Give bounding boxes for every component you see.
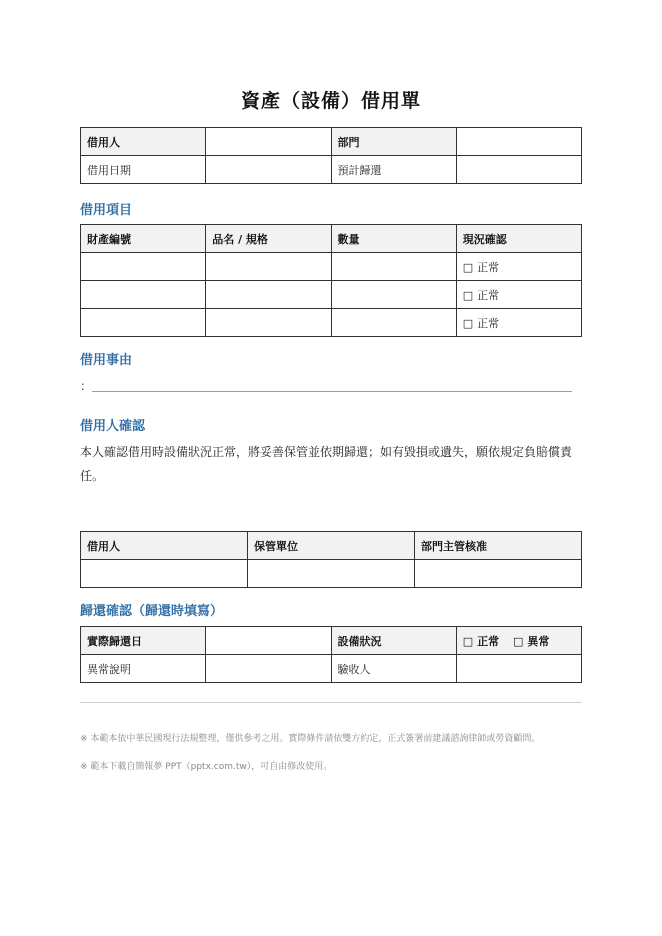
asset-number-cell[interactable] bbox=[81, 281, 206, 309]
borrow-date-field[interactable] bbox=[206, 156, 331, 184]
status-normal-checkbox[interactable]: □ 正常 bbox=[463, 261, 499, 274]
borrow-date-label: 借用日期 bbox=[81, 156, 206, 184]
signature-header-borrower: 借用人 bbox=[81, 532, 248, 560]
status-normal-checkbox[interactable]: □ 正常 bbox=[463, 289, 499, 302]
department-label: 部門 bbox=[331, 128, 456, 156]
asset-number-cell[interactable] bbox=[81, 253, 206, 281]
actual-return-field[interactable] bbox=[206, 627, 331, 655]
table-row bbox=[81, 560, 582, 588]
table-row bbox=[81, 128, 582, 156]
borrower-label: 借用人 bbox=[81, 128, 206, 156]
equipment-status-label: 設備狀況 bbox=[331, 627, 456, 655]
abnormal-note-label: 異常說明 bbox=[81, 655, 206, 683]
reason-section-heading: 借用事由 bbox=[80, 353, 133, 368]
status-normal-checkbox[interactable]: □ 正常 bbox=[463, 317, 499, 330]
header-quantity: 數量 bbox=[331, 225, 456, 253]
signature-custodian-field[interactable] bbox=[248, 560, 415, 588]
abnormal-note-field[interactable] bbox=[206, 655, 331, 683]
footnote-disclaimer: ※ 本範本依中華民國現行法規整理，僅供參考之用。實際條件請依雙方約定，正式簽署前建議諮詢律師或勞資顧問。 bbox=[80, 734, 541, 744]
receiver-label: 驗收人 bbox=[331, 655, 456, 683]
footnote-source: ※ 範本下載自簡報夢 PPT（pptx.com.tw），可自由修改使用。 bbox=[80, 762, 333, 772]
return-table bbox=[80, 626, 582, 683]
confirm-section-heading: 借用人確認 bbox=[80, 419, 146, 434]
table-header-row bbox=[81, 532, 582, 560]
item-spec-cell[interactable] bbox=[206, 281, 331, 309]
signature-header-manager: 部門主管核准 bbox=[415, 532, 582, 560]
return-section-heading: 歸還確認（歸還時填寫） bbox=[80, 604, 224, 619]
table-row bbox=[81, 655, 582, 683]
table-row bbox=[81, 627, 582, 655]
signature-borrower-field[interactable] bbox=[81, 560, 248, 588]
table-row bbox=[81, 281, 582, 309]
items-section-heading: 借用項目 bbox=[80, 203, 133, 218]
status-check-cell[interactable] bbox=[456, 253, 581, 281]
page-title: 資產（設備）借用單 bbox=[240, 90, 421, 112]
table-header-row bbox=[81, 225, 582, 253]
header-item-spec: 品名 / 規格 bbox=[206, 225, 331, 253]
status-abnormal-checkbox[interactable]: □ 異常 bbox=[513, 635, 549, 648]
table-row bbox=[81, 309, 582, 337]
expected-return-field[interactable] bbox=[456, 156, 581, 184]
expected-return-label: 預計歸還 bbox=[331, 156, 456, 184]
status-check-cell[interactable] bbox=[456, 309, 581, 337]
signature-manager-field[interactable] bbox=[415, 560, 582, 588]
divider bbox=[80, 702, 582, 703]
item-spec-cell[interactable] bbox=[206, 253, 331, 281]
department-field[interactable] bbox=[456, 128, 581, 156]
actual-return-label: 實際歸還日 bbox=[81, 627, 206, 655]
quantity-cell[interactable] bbox=[331, 281, 456, 309]
receiver-field[interactable] bbox=[456, 655, 581, 683]
quantity-cell[interactable] bbox=[331, 309, 456, 337]
table-row bbox=[81, 253, 582, 281]
reason-input-line[interactable]: ：＿＿＿＿＿＿＿＿＿＿＿＿＿＿＿＿＿＿＿＿＿＿＿＿＿＿＿＿＿＿＿＿＿＿＿＿＿＿＿＿ bbox=[80, 379, 573, 393]
signature-header-custodian: 保管單位 bbox=[248, 532, 415, 560]
equipment-status-options bbox=[456, 627, 581, 655]
borrower-field[interactable] bbox=[206, 128, 331, 156]
table-row bbox=[81, 156, 582, 184]
confirm-statement: 本人確認借用時設備狀況正常，將妥善保管並依期歸還；如有毀損或遺失，願依規定負賠償責任。 bbox=[80, 445, 573, 483]
item-spec-cell[interactable] bbox=[206, 309, 331, 337]
items-table bbox=[80, 224, 582, 337]
signature-table bbox=[80, 531, 582, 588]
header-asset-number: 財產編號 bbox=[81, 225, 206, 253]
header-status-check: 現況確認 bbox=[456, 225, 581, 253]
basic-info-table bbox=[80, 127, 582, 184]
asset-number-cell[interactable] bbox=[81, 309, 206, 337]
quantity-cell[interactable] bbox=[331, 253, 456, 281]
status-normal-checkbox[interactable]: □ 正常 bbox=[463, 635, 499, 648]
status-check-cell[interactable] bbox=[456, 281, 581, 309]
